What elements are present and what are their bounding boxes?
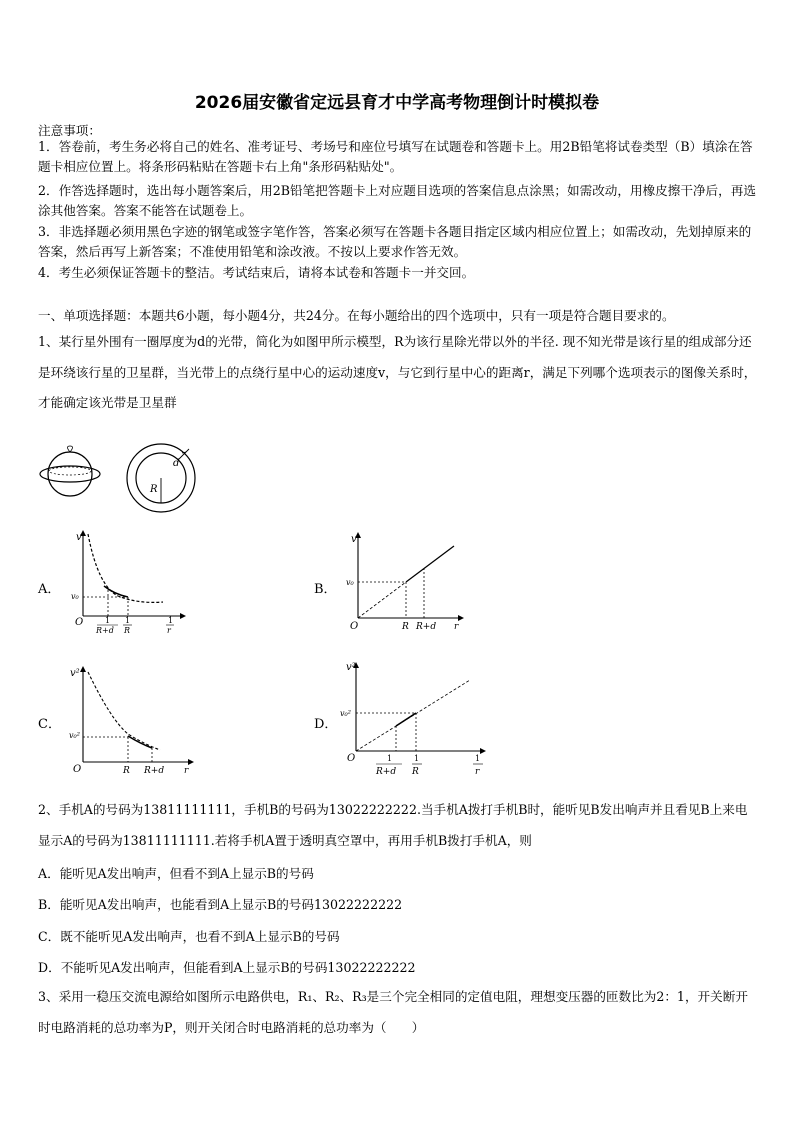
planet-with-ring-3d bbox=[40, 446, 100, 496]
option-C-label: C． bbox=[38, 717, 61, 732]
D-x1-den: R+d bbox=[376, 767, 397, 777]
A-x2-den: R bbox=[124, 626, 131, 635]
graph-option-B bbox=[342, 530, 467, 635]
C-axis-y: v² bbox=[70, 668, 80, 679]
notice-item-4: 4．考生必须保证答题卡的整洁。考试结束后，请将本试卷和答题卡一并交回。 bbox=[38, 265, 475, 280]
figure-planet bbox=[36, 440, 206, 520]
D-x2-num: 1 bbox=[414, 754, 420, 763]
B-x1: R bbox=[402, 622, 409, 632]
C-origin: O bbox=[73, 764, 82, 775]
C-x3: r bbox=[184, 766, 189, 776]
D-x3-den: r bbox=[475, 767, 480, 777]
option-B-label: B． bbox=[314, 582, 337, 597]
A-x3-den: r bbox=[167, 626, 171, 635]
B-v0: v₀ bbox=[346, 578, 354, 587]
B-origin: O bbox=[350, 621, 359, 632]
graph-option-C bbox=[66, 662, 196, 777]
question-2-stem: 2、手机A的号码为13811111111，手机B的号码为13022222222.当手机A拨打手机B时，能听见B发出响声并且看见B上来电显示A的号码为13811111111.若将手机A置于透明真空罩中，再用手机B拨打手机A，则 bbox=[38, 802, 748, 848]
q2-option-B: B．能听见A发出响声，也能看到A上显示B的号码13022222222 bbox=[38, 897, 403, 912]
notice-heading: 注意事项： bbox=[38, 123, 101, 138]
D-origin: O bbox=[347, 753, 356, 764]
question-1-stem: 1、某行星外围有一圈厚度为d的光带，简化为如图甲所示模型，R为该行星除光带以外的半径. 现不知光带是该行星的组成部分还是环绕该行星的卫星群，当光带上的点绕行星中心的运动速度v，与它到行星中心的距离r，满足下列哪个选项表示的图像关系时，才能确定该光带是卫星群 bbox=[38, 334, 757, 410]
D-x3-num: 1 bbox=[475, 754, 481, 763]
label-R: R bbox=[150, 484, 158, 495]
page-title: 2026届安徽省定远县育才中学高考物理倒计时模拟卷 bbox=[194, 93, 600, 113]
A-v0: v₀ bbox=[71, 592, 79, 601]
A-x3-num: 1 bbox=[168, 616, 174, 625]
notice-item-2: 2．作答选择题时，选出每小题答案后，用2B铅笔把答题卡上对应题目选项的答案信息点涂黑；如需改动，用橡皮擦干净后，再选涂其他答案。答案不能答在试题卷上。 bbox=[38, 183, 756, 218]
C-v0: v₀² bbox=[69, 731, 80, 740]
graph-option-A bbox=[68, 528, 188, 638]
option-A-label: A． bbox=[38, 582, 61, 597]
q2-option-D: D．不能听见A发出响声，但能看到A上显示B的号码13022222222 bbox=[38, 960, 416, 975]
planet-cross-section bbox=[127, 444, 195, 512]
C-x2: R+d bbox=[144, 766, 165, 776]
option-D-label: D． bbox=[314, 717, 338, 732]
notice-item-3: 3．非选择题必须用黑色字迹的钢笔或签字笔作答，答案必须写在答题卡各题目指定区域内相应位置上；如需改动，先划掉原来的答案，然后再写上新答案；不准使用铅笔和涂改液。不按以上要求作答无效。 bbox=[38, 224, 752, 259]
A-x1-num: 1 bbox=[105, 616, 111, 625]
D-v0: v₀² bbox=[340, 709, 351, 718]
A-x1-den: R+d bbox=[96, 626, 114, 635]
A-x2-num: 1 bbox=[125, 616, 131, 625]
graph-option-D bbox=[340, 658, 490, 780]
B-x2: R+d bbox=[416, 622, 437, 632]
q2-option-A: A．能听见A发出响声，但看不到A上显示B的号码 bbox=[38, 866, 314, 881]
question-3-stem: 3、采用一稳压交流电源给如图所示电路供电，R₁、R₂、R₃是三个完全相同的定值电阻，理想变压器的匝数比为2：1，开关断开时电路消耗的总功率为P，则开关闭合时电路消耗的总功率为（ ） bbox=[38, 989, 748, 1035]
A-axis-y: v bbox=[76, 532, 82, 543]
B-x3: r bbox=[454, 622, 459, 632]
D-axis-y: v² bbox=[346, 662, 356, 673]
C-x1: R bbox=[123, 766, 130, 776]
label-d: d bbox=[173, 458, 180, 469]
notice-item-1: 1．答卷前，考生务必将自己的姓名、准考证号、考场号和座位号填写在试题卷和答题卡上。用2B铅笔将试卷类型（B）填涂在答题卡相应位置上。将条形码粘贴在答题卡右上角"条形码粘贴处"。 bbox=[38, 139, 753, 174]
A-origin: O bbox=[75, 617, 84, 628]
D-x2-den: R bbox=[412, 767, 419, 777]
q2-option-C: C．既不能听见A发出响声，也看不到A上显示B的号码 bbox=[38, 929, 340, 944]
D-x1-num: 1 bbox=[387, 754, 393, 763]
section-heading: 一、单项选择题：本题共6小题，每小题4分，共24分。在每小题给出的四个选项中，只有一项是符合题目要求的。 bbox=[38, 308, 675, 323]
B-axis-y: v bbox=[351, 534, 357, 545]
